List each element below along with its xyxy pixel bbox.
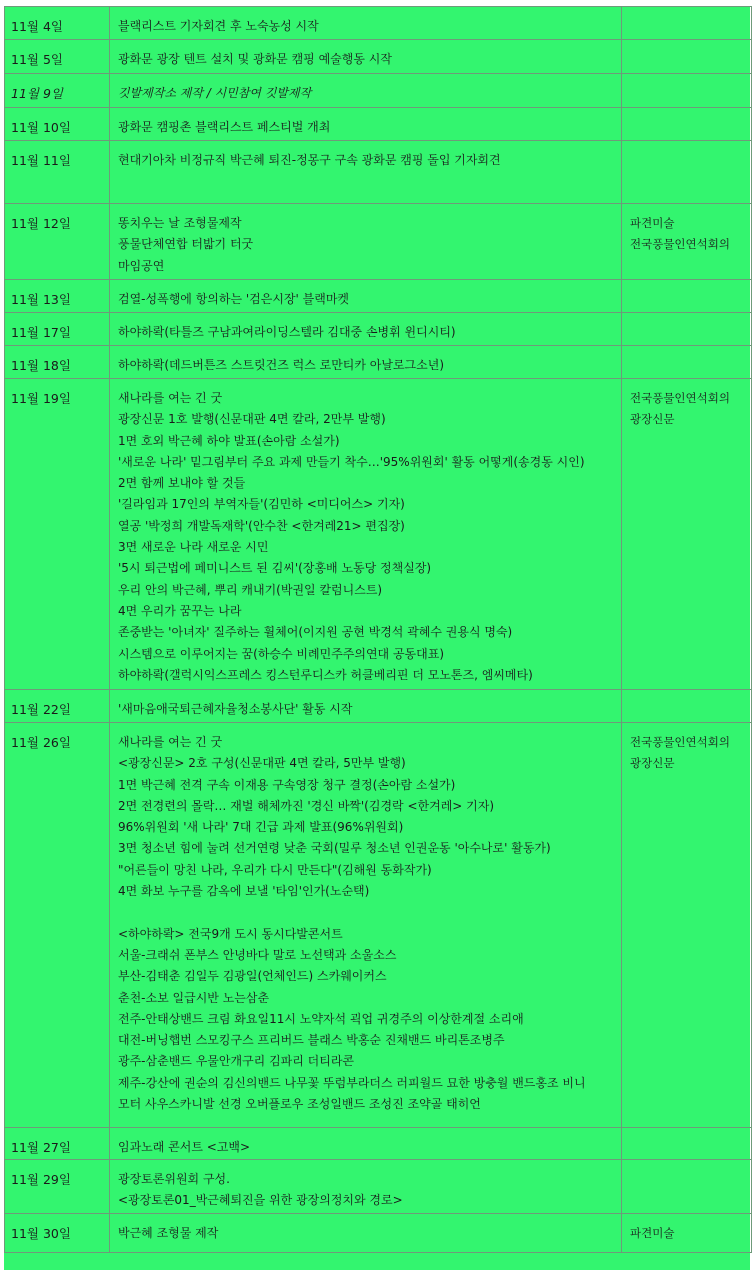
schedule-row	[5, 204, 752, 280]
date-cell	[5, 1128, 110, 1160]
event-cell	[110, 40, 622, 74]
event-cell	[110, 379, 622, 690]
event-line: 깃발제작소 제작 / 시민참여 깃발제작	[118, 86, 312, 100]
event-date: 11월 9일	[11, 86, 63, 101]
organizer-name: 전국풍물인연석회의	[630, 237, 730, 252]
date-cell	[5, 313, 110, 346]
organizer-cell	[622, 280, 752, 313]
event-date: 11월 22일	[11, 702, 71, 717]
event-line: 1면 박근혜 전격 구속 이재용 구속영장 청구 결정(손아람 소설가)	[118, 777, 456, 792]
organizer-cell	[622, 690, 752, 723]
event-line: 제주-강산에 권순의 김신의밴드 나무꽃 뚜럼부라더스 러피월드 묘한 방충월 밴드홍조 비니	[118, 1075, 586, 1090]
event-date: 11월 17일	[11, 325, 71, 340]
event-line: 서울-크래쉬 폰부스 안녕바다 말로 노선택과 소울소스	[118, 947, 397, 962]
event-cell	[110, 7, 622, 40]
event-cell	[110, 204, 622, 280]
event-cell	[110, 1214, 622, 1253]
event-date: 11월 19일	[11, 391, 71, 406]
schedule-row	[5, 1160, 752, 1214]
event-line: <광장토론01_박근혜퇴진을 위한 광장의정치와 경로>	[118, 1193, 403, 1208]
event-line: '5시 퇴근법에 페미니스트 된 김씨'(장홍배 노동당 정책실장)	[118, 561, 432, 576]
schedule-page	[4, 6, 750, 1270]
event-line: '새로운 나라' 밑그림부터 주요 과제 만들기 착수…'95%위원회' 활동 어떻게(송경동 시인)	[118, 454, 585, 469]
event-date: 11월 10일	[11, 120, 71, 135]
event-line: 모터 사우스카니발 선경 오버플로우 조성일밴드 조성진 조약골 태히언	[118, 1097, 481, 1112]
event-line: "어른들이 망친 나라, 우리가 다시 만든다"(김해원 동화작가)	[118, 862, 432, 877]
event-cell	[110, 313, 622, 346]
schedule-row	[5, 690, 752, 723]
schedule-row	[5, 108, 752, 141]
event-date: 11월 11일	[11, 153, 71, 168]
organizer-name: 파견미술	[630, 1226, 675, 1240]
event-line: '새마음애국퇴근혜자율청소봉사단' 활동 시작	[118, 702, 353, 716]
organizer-cell	[622, 74, 752, 108]
organizer-cell	[622, 313, 752, 346]
schedule-row	[5, 7, 752, 40]
date-cell	[5, 1160, 110, 1214]
organizer-cell	[622, 379, 752, 690]
event-line: 존중받는 '아녀자' 질주하는 휠체어(이지원 공현 박경석 곽혜수 권용식 명숙)	[118, 625, 513, 640]
schedule-row	[5, 313, 752, 346]
organizer-name: 전국풍물인연석회의	[630, 391, 730, 405]
event-line: 새나라를 여는 긴 굿	[118, 735, 223, 749]
event-line: 하야하롹(갤럭시익스프레스 킹스턴루디스카 허클베리핀 더 모노톤즈, 엠씨메타)	[118, 667, 533, 682]
schedule-row	[5, 141, 752, 204]
event-line: 하야하롹(데드버튼즈 스트릿건즈 럭스 로만티카 아날로그소년)	[118, 358, 445, 372]
event-cell	[110, 723, 622, 1128]
event-date: 11월 12일	[11, 216, 71, 231]
schedule-row	[5, 346, 752, 379]
event-date: 11월 30일	[11, 1226, 71, 1241]
date-cell	[5, 74, 110, 108]
event-line: 시스템으로 이루어지는 꿈(하승수 비례민주주의연대 공동대표)	[118, 646, 445, 661]
schedule-table	[4, 6, 752, 1253]
event-line: 4면 우리가 꿈꾸는 나라	[118, 603, 242, 618]
event-line: 춘천-소보 일급시반 노는삼춘	[118, 990, 270, 1005]
event-line: 대전-버닝햅번 스모킹구스 프리버드 블래스 박홍순 진채밴드 바리톤조병주	[118, 1033, 505, 1048]
event-line: 마임공연	[118, 258, 165, 273]
event-line: 검열-성폭행에 항의하는 '검은시장' 블랙마켓	[118, 292, 350, 306]
date-cell	[5, 1214, 110, 1253]
event-line: 부산-김태춘 김일두 김광일(언체인드) 스카웨이커스	[118, 969, 387, 984]
organizer-cell	[622, 1214, 752, 1253]
schedule-row	[5, 723, 752, 1128]
schedule-row	[5, 280, 752, 313]
event-line: 3면 청소년 힘에 눌려 선거연령 낮춘 국회(밀루 청소년 인권운동 '아수나로' 활동가)	[118, 841, 551, 856]
organizer-cell	[622, 7, 752, 40]
date-cell	[5, 280, 110, 313]
event-cell	[110, 280, 622, 313]
organizer-cell	[622, 346, 752, 379]
event-line: 박근혜 조형물 제작	[118, 1226, 219, 1240]
organizer-cell	[622, 204, 752, 280]
date-cell	[5, 379, 110, 690]
event-line: 현대기아차 비정규직 박근혜 퇴진-정몽구 구속 광화문 캠핑 돌입 기자회견	[118, 153, 501, 167]
event-line: 광주-삼춘밴드 우물안개구리 김파리 더티라콘	[118, 1054, 355, 1069]
schedule-row	[5, 1128, 752, 1160]
schedule-row	[5, 74, 752, 108]
event-cell	[110, 1128, 622, 1160]
event-line	[110, 902, 621, 923]
organizer-cell	[622, 1128, 752, 1160]
organizer-cell	[622, 108, 752, 141]
date-cell	[5, 108, 110, 141]
event-line: 우리 안의 박근혜, 뿌리 캐내기(박권일 칼럼니스트)	[118, 582, 383, 597]
event-cell	[110, 141, 622, 204]
schedule-row	[5, 1214, 752, 1253]
date-cell	[5, 346, 110, 379]
schedule-table-body	[5, 7, 752, 1253]
event-line: 열공 '박정희 개발독재학'(안수찬 <한겨레21> 편집장)	[118, 518, 405, 533]
schedule-row	[5, 379, 752, 690]
event-line: 2면 전경련의 몰락… 재벌 해체까진 '경신 바짝'(김경락 <한겨레> 기자)	[118, 798, 495, 813]
event-line: 똥치우는 날 조형물제작	[118, 216, 242, 230]
organizer-name: 광장신문	[630, 412, 675, 427]
event-line: 2면 함께 보내야 할 것들	[118, 476, 246, 491]
event-line: 전주-안태상밴드 크림 화요일11시 노약자석 괵업 귀경주의 이상한계절 소리애	[118, 1011, 524, 1026]
event-line: 임과노래 콘서트 <고백>	[118, 1140, 251, 1154]
event-line: 광장토론위원회 구성.	[118, 1172, 230, 1186]
event-line: 새나라를 여는 긴 굿	[118, 391, 223, 405]
event-line: 광장신문 1호 발행(신문대판 4면 칼라, 2만부 발행)	[118, 412, 386, 427]
organizer-name: 파견미술	[630, 216, 675, 230]
schedule-row	[5, 40, 752, 74]
date-cell	[5, 723, 110, 1128]
event-date: 11월 4일	[11, 19, 63, 34]
date-cell	[5, 204, 110, 280]
event-line: 블랙리스트 기자회견 후 노숙농성 시작	[118, 19, 319, 33]
event-line: 1면 호외 박근혜 하야 발표(손아람 소설가)	[118, 433, 340, 448]
organizer-cell	[622, 1160, 752, 1214]
organizer-cell	[622, 723, 752, 1128]
organizer-name: 광장신문	[630, 756, 675, 771]
event-date: 11월 27일	[11, 1140, 71, 1155]
organizer-name: 전국풍물인연석회의	[630, 735, 730, 749]
date-cell	[5, 40, 110, 74]
organizer-cell	[622, 141, 752, 204]
event-line: <광장신문> 2호 구성(신문대판 4면 칼라, 5만부 발행)	[118, 756, 406, 771]
event-line: 광화문 광장 텐트 설치 및 광화문 캠핑 예술행동 시작	[118, 52, 392, 66]
event-line: '길라임과 17인의 부역자들'(김민하 <미디어스> 기자)	[118, 497, 405, 512]
event-cell	[110, 346, 622, 379]
date-cell	[5, 690, 110, 723]
event-date: 11월 18일	[11, 358, 71, 373]
event-date: 11월 13일	[11, 292, 71, 307]
date-cell	[5, 7, 110, 40]
event-date: 11월 5일	[11, 52, 63, 67]
event-date: 11월 26일	[11, 735, 71, 750]
event-cell	[110, 1160, 622, 1214]
event-line: <하야하롹> 전국9개 도시 동시다발콘서트	[118, 926, 343, 941]
event-line: 풍물단체연합 터밟기 터굿	[118, 237, 254, 252]
event-line: 하야하롹(타틀즈 구남과여라이딩스텔라 김대중 손병휘 윈디시티)	[118, 325, 456, 339]
event-line: 4면 화보 누구를 감옥에 보낼 '타임'인가(노순택)	[118, 884, 370, 899]
event-date: 11월 29일	[11, 1172, 71, 1187]
event-cell	[110, 74, 622, 108]
event-line: 광화문 캠핑촌 블랙리스트 페스티벌 개최	[118, 120, 331, 134]
event-cell	[110, 690, 622, 723]
organizer-cell	[622, 40, 752, 74]
event-line: 3면 새로운 나라 새로운 시민	[118, 540, 269, 555]
event-cell	[110, 108, 622, 141]
event-line: 96%위원회 '새 나라' 7대 긴급 과제 발표(96%위원회)	[118, 820, 404, 835]
date-cell	[5, 141, 110, 204]
